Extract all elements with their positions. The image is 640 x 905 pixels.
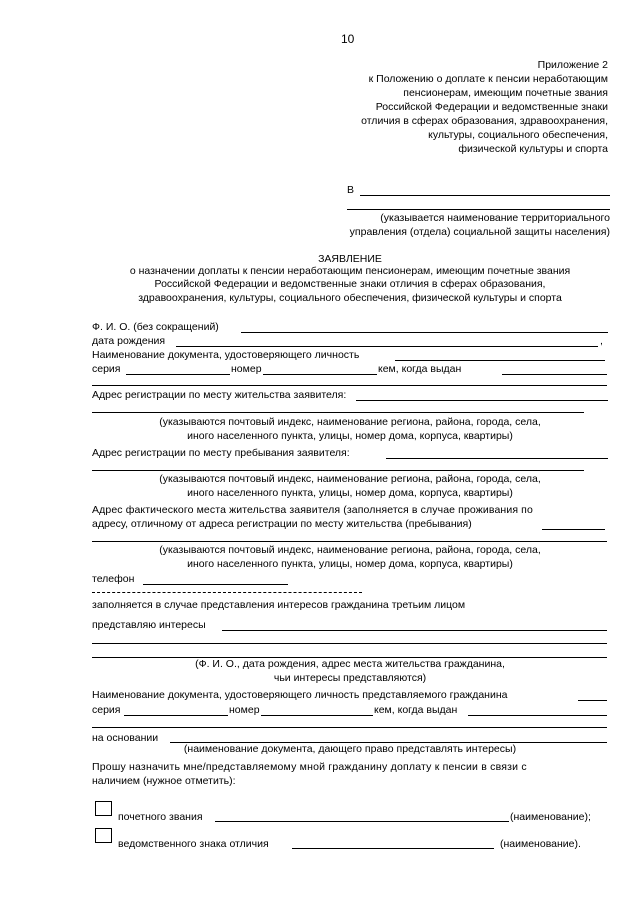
appendix-line: отличия в сферах образования, здравоохранения,: [361, 115, 608, 127]
registration-field-2[interactable]: [92, 412, 584, 413]
doc-field[interactable]: [395, 360, 605, 361]
represented-series-field[interactable]: [124, 715, 228, 716]
document-subtitle: здравоохранения, культуры, социального обеспечения, физической культуры и спорта: [138, 292, 562, 304]
addressee-field-2[interactable]: [347, 209, 610, 210]
fio-label: Ф. И. О. (без сокращений): [92, 321, 219, 333]
birth-field[interactable]: [176, 346, 598, 347]
series-field[interactable]: [126, 374, 230, 375]
stay-hint: иного населенного пункта, улицы, номер дома, корпуса, квартиры): [187, 487, 513, 499]
represented-issued-field[interactable]: [468, 715, 607, 716]
honorary-title-checkbox[interactable]: [95, 801, 112, 816]
actual-address-hint: иного населенного пункта, улицы, номер дома, корпуса, квартиры): [187, 558, 513, 570]
honorary-title-field[interactable]: [215, 821, 509, 822]
appendix-line: культуры, социального обеспечения,: [428, 129, 608, 141]
honorary-title-label: почетного звания: [118, 811, 203, 823]
registration-hint: (указываются почтовый индекс, наименование региона, района, города, села,: [159, 416, 541, 428]
stay-field[interactable]: [386, 458, 608, 459]
represented-series-label: серия: [92, 704, 121, 716]
doc-label: Наименование документа, удостоверяющего личность: [92, 349, 360, 361]
represented-issued-label: кем, когда выдан: [374, 704, 458, 716]
stay-hint: (указываются почтовый индекс, наименование региона, района, города, села,: [159, 473, 541, 485]
number-label: номер: [231, 363, 262, 375]
document-subtitle: Российской Федерации и ведомственные знаки отличия в сферах образования,: [154, 278, 546, 290]
addressee-note: управления (отдела) социальной защиты населения): [349, 226, 610, 238]
actual-address-field-2[interactable]: [92, 541, 607, 542]
represented-issued-field-2[interactable]: [92, 727, 607, 728]
addressee-note: (указывается наименование территориального: [380, 212, 610, 224]
registration-label: Адрес регистрации по месту жительства заявителя:: [92, 389, 347, 401]
addressee-prefix: В: [347, 184, 355, 196]
basis-label: на основании: [92, 732, 159, 744]
appendix-line: к Положению о доплате к пенсии неработающим: [368, 73, 608, 85]
fio-field[interactable]: [241, 332, 608, 333]
number-field[interactable]: [263, 374, 377, 375]
appendix-header: [268, 58, 608, 156]
separator: [92, 592, 362, 593]
issued-field[interactable]: [502, 374, 607, 375]
registration-field[interactable]: [356, 400, 608, 401]
phone-field[interactable]: [143, 584, 288, 585]
represented-doc-label: Наименование документа, удостоверяющего личность представляемого гражданина: [92, 689, 508, 701]
birth-label: дата рождения: [92, 335, 166, 347]
page-number: 10: [341, 32, 355, 46]
phone-label: телефон: [92, 573, 135, 585]
issued-field-2[interactable]: [92, 385, 607, 386]
addressee-field[interactable]: [360, 195, 610, 196]
represented-doc-field[interactable]: [578, 700, 607, 701]
stay-label: Адрес регистрации по месту пребывания заявителя:: [92, 447, 350, 459]
third-party-note: заполняется в случае представления интересов гражданина третьим лицом: [92, 599, 466, 611]
departmental-badge-checkbox[interactable]: [95, 828, 112, 843]
departmental-badge-field[interactable]: [292, 848, 494, 849]
issued-label: кем, когда выдан: [378, 363, 462, 375]
actual-address-text: адресу, отличному от адреса регистрации по месту жительства (пребывания): [92, 518, 472, 530]
document-title: ЗАЯВЛЕНИЕ: [318, 253, 382, 265]
registration-hint: иного населенного пункта, улицы, номер дома, корпуса, квартиры): [187, 430, 513, 442]
departmental-badge-label: ведомственного знака отличия: [118, 838, 269, 850]
honorary-title-suffix: (наименование);: [510, 811, 591, 823]
represented-number-field[interactable]: [261, 715, 373, 716]
document-subtitle: о назначении доплаты к пенсии неработающим пенсионерам, имеющим почетные звания: [129, 265, 571, 277]
represent-hint: чьи интересы представляются): [273, 672, 427, 684]
request-text: наличием (нужное отметить):: [92, 775, 236, 787]
series-label: серия: [92, 363, 121, 375]
appendix-line: пенсионерам, имеющим почетные звания: [403, 87, 608, 99]
request-text: Прошу назначить мне/представляемому мной гражданину доплату к пенсии в связи с: [92, 761, 527, 773]
appendix-line: Приложение 2: [537, 59, 608, 71]
stay-field-2[interactable]: [92, 470, 584, 471]
appendix-line: физической культуры и спорта: [458, 143, 608, 155]
represented-number-label: номер: [229, 704, 260, 716]
represent-field[interactable]: [222, 630, 607, 631]
represent-hint: (Ф. И. О., дата рождения, адрес места жительства гражданина,: [195, 658, 505, 670]
departmental-badge-suffix: (наименование).: [500, 838, 581, 850]
represent-field-2[interactable]: [92, 643, 607, 644]
appendix-line: Российской Федерации и ведомственные знаки: [375, 101, 608, 113]
represent-label: представляю интересы: [92, 619, 206, 631]
actual-address-text: Адрес фактического места жительства заявителя (заполняется в случае проживания по: [92, 504, 533, 516]
actual-address-hint: (указываются почтовый индекс, наименование региона, района, города, села,: [159, 544, 541, 556]
birth-end: ,: [600, 335, 603, 347]
basis-hint: (наименование документа, дающего право представлять интересы): [183, 743, 517, 755]
actual-address-field[interactable]: [542, 529, 605, 530]
